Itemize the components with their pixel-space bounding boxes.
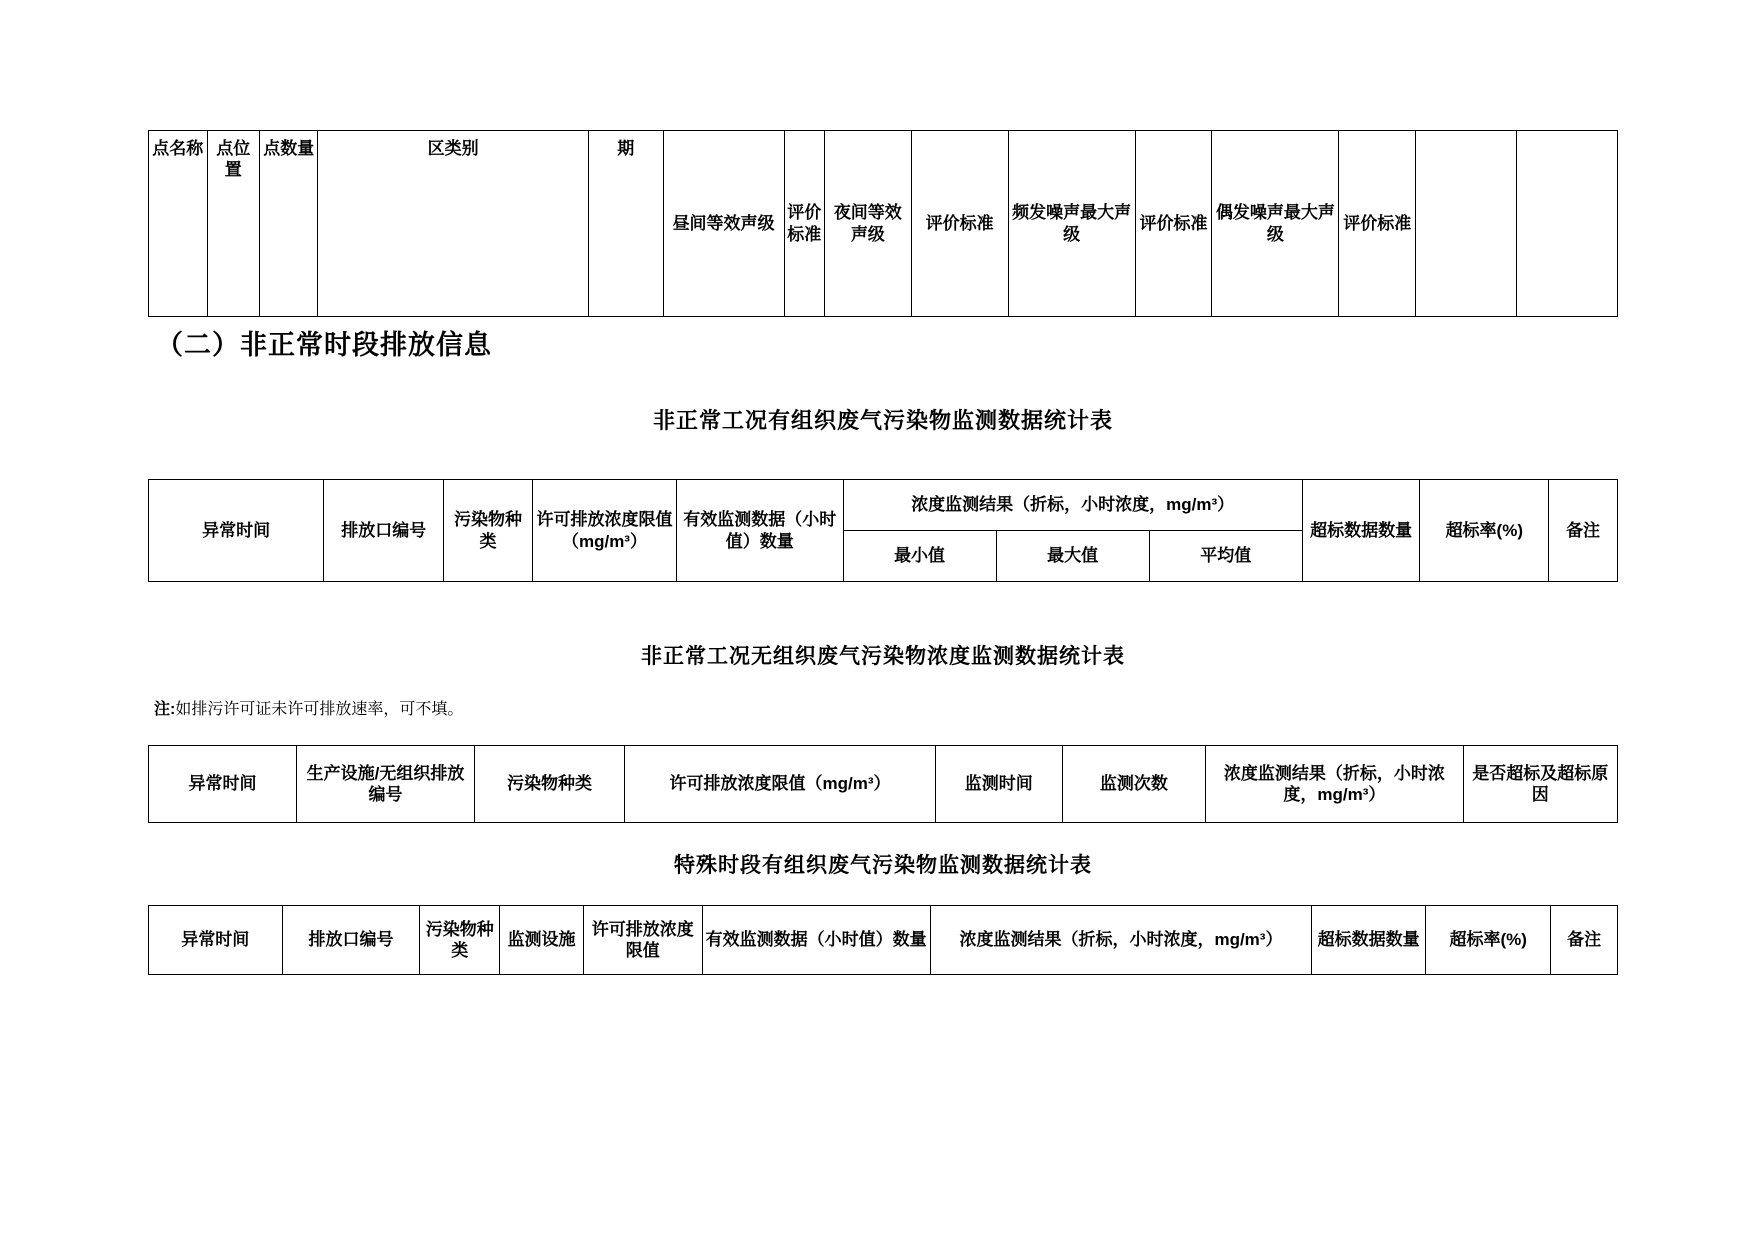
noise-monitoring-table bbox=[148, 130, 1618, 317]
col-outlet-no: 排放口编号 bbox=[324, 480, 444, 582]
col-valid-data-count: 有效监测数据（小时值）数量 bbox=[702, 906, 930, 975]
col-day-equivalent: 昼间等效声级 bbox=[663, 131, 784, 317]
unorganized-table-note bbox=[154, 696, 1618, 719]
col-period: 期 bbox=[588, 131, 663, 317]
spacer bbox=[148, 670, 1618, 696]
special-period-table bbox=[148, 905, 1618, 975]
noise-table-wrapper bbox=[148, 130, 1618, 317]
col-max-value: 最大值 bbox=[996, 531, 1149, 582]
col-pollutant-type: 污染物种类 bbox=[444, 480, 533, 582]
col-exceed-count: 超标数据数量 bbox=[1312, 906, 1426, 975]
col-avg-value: 平均值 bbox=[1149, 531, 1302, 582]
col-standard-3: 评价标准 bbox=[1135, 131, 1212, 317]
col-standard-2: 评价标准 bbox=[911, 131, 1008, 317]
col-blank-2 bbox=[1517, 131, 1618, 317]
note-label: 注: bbox=[154, 701, 176, 718]
col-monitor-time: 监测时间 bbox=[936, 746, 1063, 823]
col-occasional-max: 偶发噪声最大声 级 bbox=[1212, 131, 1339, 317]
col-pollutant-type: 污染物种类 bbox=[474, 746, 624, 823]
col-monitor-facility: 监测设施 bbox=[500, 906, 584, 975]
col-monitor-count: 监测次数 bbox=[1062, 746, 1206, 823]
table-row bbox=[149, 131, 1618, 317]
col-abnormal-time: 异常时间 bbox=[149, 480, 324, 582]
section-heading: （二）非正常时段排放信息 bbox=[156, 330, 492, 360]
spacer bbox=[148, 582, 1618, 640]
col-blank-1 bbox=[1416, 131, 1517, 317]
document-content bbox=[148, 0, 1618, 975]
col-outlet-no: 排放口编号 bbox=[282, 906, 420, 975]
col-concentration-result: 浓度监测结果（折标，小时浓度，mg/m³） bbox=[930, 906, 1311, 975]
col-abnormal-time: 异常时间 bbox=[149, 906, 283, 975]
spacer bbox=[148, 362, 1618, 404]
table-row bbox=[149, 746, 1618, 823]
col-point-name: 点名称 bbox=[149, 131, 208, 317]
col-area-category: 区类别 bbox=[318, 131, 588, 317]
col-night-equivalent: 夜间等效声级 bbox=[824, 131, 911, 317]
col-abnormal-time: 异常时间 bbox=[149, 746, 297, 823]
col-frequent-max: 频发噪声最大声级 bbox=[1008, 131, 1135, 317]
col-permitted-limit: 许可排放浓度限值 bbox=[584, 906, 702, 975]
special-table-wrapper bbox=[148, 905, 1618, 975]
col-valid-data-count: 有效监测数据（小时值）数量 bbox=[677, 480, 843, 582]
col-point-location: 点位置 bbox=[207, 131, 259, 317]
unorganized-table-title: 非正常工况无组织废气污染物浓度监测数据统计表 bbox=[641, 645, 1125, 668]
col-point-count: 点数量 bbox=[259, 131, 318, 317]
col-pollutant-type: 污染物种类 bbox=[420, 906, 500, 975]
col-exceed-count: 超标数据数量 bbox=[1302, 480, 1420, 582]
col-facility-no: 生产设施/无组织排放编号 bbox=[296, 746, 474, 823]
table-row bbox=[149, 906, 1618, 975]
unorganized-waste-gas-table bbox=[148, 745, 1618, 823]
col-exceed-reason: 是否超标及超标原因 bbox=[1463, 746, 1617, 823]
unorganized-table-wrapper bbox=[148, 745, 1618, 823]
organized-table-title: 非正常工况有组织废气污染物监测数据统计表 bbox=[652, 408, 1113, 433]
col-remark: 备注 bbox=[1551, 906, 1618, 975]
col-permitted-limit: 许可排放浓度限值（mg/m³） bbox=[532, 480, 676, 582]
col-standard-1: 评价标准 bbox=[784, 131, 824, 317]
organized-table-wrapper bbox=[148, 479, 1618, 582]
spacer bbox=[148, 823, 1618, 849]
col-exceed-rate: 超标率(%) bbox=[1426, 906, 1551, 975]
col-min-value: 最小值 bbox=[843, 531, 996, 582]
col-concentration-result: 浓度监测结果（折标，小时浓度，mg/m³） bbox=[843, 480, 1302, 531]
note-text: 如排污许可证未许可排放速率，可不填。 bbox=[175, 701, 464, 718]
special-table-title: 特殊时段有组织废气污染物监测数据统计表 bbox=[674, 854, 1092, 877]
col-exceed-rate: 超标率(%) bbox=[1420, 480, 1549, 582]
col-permitted-limit: 许可排放浓度限值（mg/m³） bbox=[625, 746, 936, 823]
col-concentration-result: 浓度监测结果（折标，小时浓度，mg/m³） bbox=[1206, 746, 1463, 823]
col-remark: 备注 bbox=[1549, 480, 1618, 582]
organized-waste-gas-table bbox=[148, 479, 1618, 582]
table-row bbox=[149, 480, 1618, 531]
col-standard-4: 评价标准 bbox=[1339, 131, 1416, 317]
